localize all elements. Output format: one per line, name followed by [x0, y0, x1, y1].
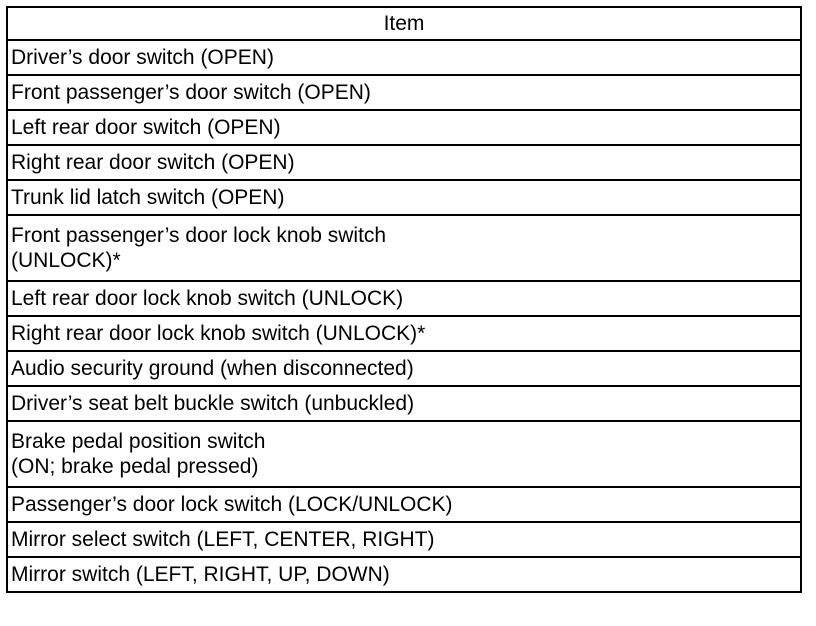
cell-text: Audio security ground (when disconnected) [11, 357, 414, 380]
cell-text: Right rear door lock knob switch (UNLOCK)* [11, 322, 426, 345]
cell-text-line-2: (ON; brake pedal pressed) [11, 455, 259, 478]
table-row [7, 215, 801, 281]
table-cell [7, 145, 801, 180]
column-header-item: Item [7, 7, 801, 40]
table-row [7, 145, 801, 180]
table-cell [7, 421, 801, 487]
table-row [7, 75, 801, 110]
table-row [7, 522, 801, 557]
cell-text: Left rear door lock knob switch (UNLOCK) [11, 287, 404, 310]
cell-text: Mirror switch (LEFT, RIGHT, UP, DOWN) [11, 563, 390, 586]
table-cell [7, 487, 801, 522]
cell-text-line-2: (UNLOCK)* [11, 249, 121, 272]
table-cell [7, 316, 801, 351]
table-cell [7, 75, 801, 110]
table-cell [7, 386, 801, 421]
cell-text: Mirror select switch (LEFT, CENTER, RIGHT) [11, 528, 435, 551]
cell-text-line-1: Brake pedal position switch [11, 430, 266, 453]
table-row [7, 316, 801, 351]
cell-text: Left rear door switch (OPEN) [11, 116, 281, 139]
cell-text: Driver’s door switch (OPEN) [11, 46, 274, 69]
cell-text-line-1: Front passenger’s door lock knob switch [11, 224, 387, 247]
table-row [7, 557, 801, 592]
table-header-row [7, 7, 801, 40]
table-row [7, 281, 801, 316]
table-cell [7, 110, 801, 145]
item-table-container [6, 6, 802, 593]
cell-text: Passenger’s door lock switch (LOCK/UNLOCK) [11, 493, 453, 516]
table-cell [7, 522, 801, 557]
cell-text: Driver’s seat belt buckle switch (unbuckled) [11, 392, 415, 415]
table-row [7, 180, 801, 215]
table-row [7, 351, 801, 386]
cell-text: Trunk lid latch switch (OPEN) [11, 186, 285, 209]
table-row [7, 421, 801, 487]
table-cell [7, 281, 801, 316]
table-row [7, 487, 801, 522]
table-row [7, 40, 801, 75]
item-table [6, 6, 802, 593]
table-row [7, 386, 801, 421]
cell-text: Right rear door switch (OPEN) [11, 151, 295, 174]
table-cell [7, 215, 801, 281]
table-cell [7, 557, 801, 592]
table-row [7, 110, 801, 145]
table-cell [7, 180, 801, 215]
table-cell [7, 40, 801, 75]
cell-text: Front passenger’s door switch (OPEN) [11, 81, 371, 104]
table-cell [7, 351, 801, 386]
